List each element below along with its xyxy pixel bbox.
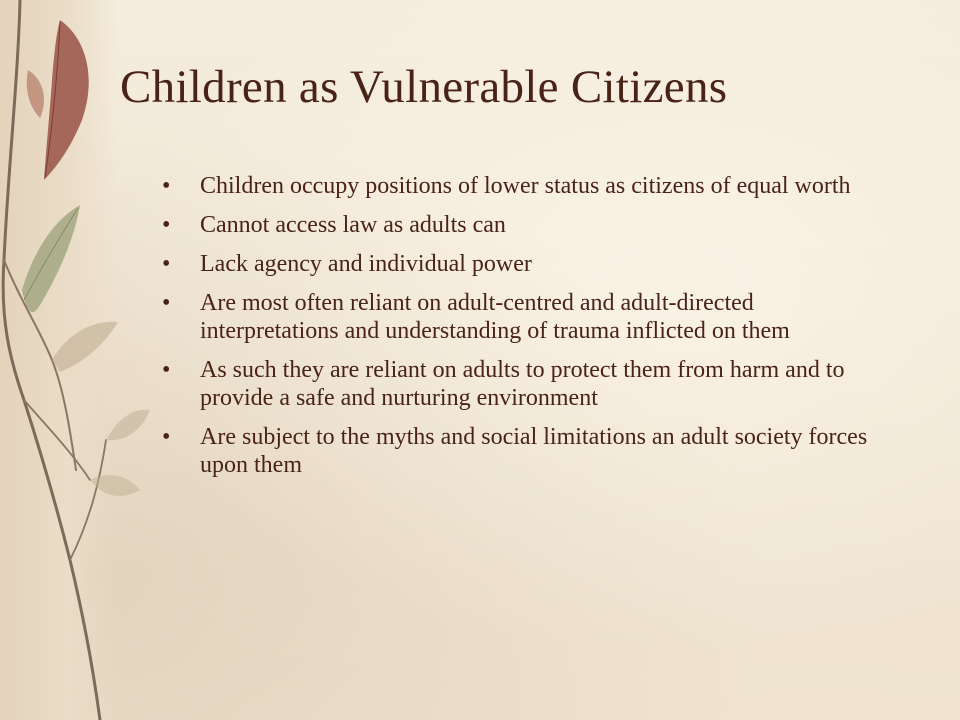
bullet-marker: •: [162, 212, 171, 238]
bullet-text: As such they are reliant on adults to protect them from harm and to provide a safe and nurturing environment: [200, 357, 845, 411]
bullet-list: [160, 172, 895, 490]
bullet-marker: •: [162, 424, 171, 450]
bullet-text: Children occupy positions of lower status as citizens of equal worth: [200, 173, 851, 199]
bullet-text: Are subject to the myths and social limitations an adult society forces upon them: [200, 424, 868, 478]
bullet-marker: •: [162, 290, 171, 316]
list-item: [160, 423, 895, 479]
bullet-marker: •: [162, 251, 171, 277]
bullet-marker: •: [162, 173, 171, 199]
list-item: [160, 356, 895, 412]
slide-title: Children as Vulnerable Citizens: [120, 61, 728, 113]
list-item: [160, 172, 895, 200]
bullet-text: Are most often reliant on adult-centred and adult-directed interpretations and understanding of trauma inflicted on them: [200, 290, 790, 344]
bullet-marker: •: [162, 357, 171, 383]
list-item: [160, 211, 895, 239]
list-item: [160, 289, 895, 345]
bullet-text: Lack agency and individual power: [200, 251, 532, 277]
bullet-text: Cannot access law as adults can: [200, 212, 506, 238]
list-item: [160, 250, 895, 278]
